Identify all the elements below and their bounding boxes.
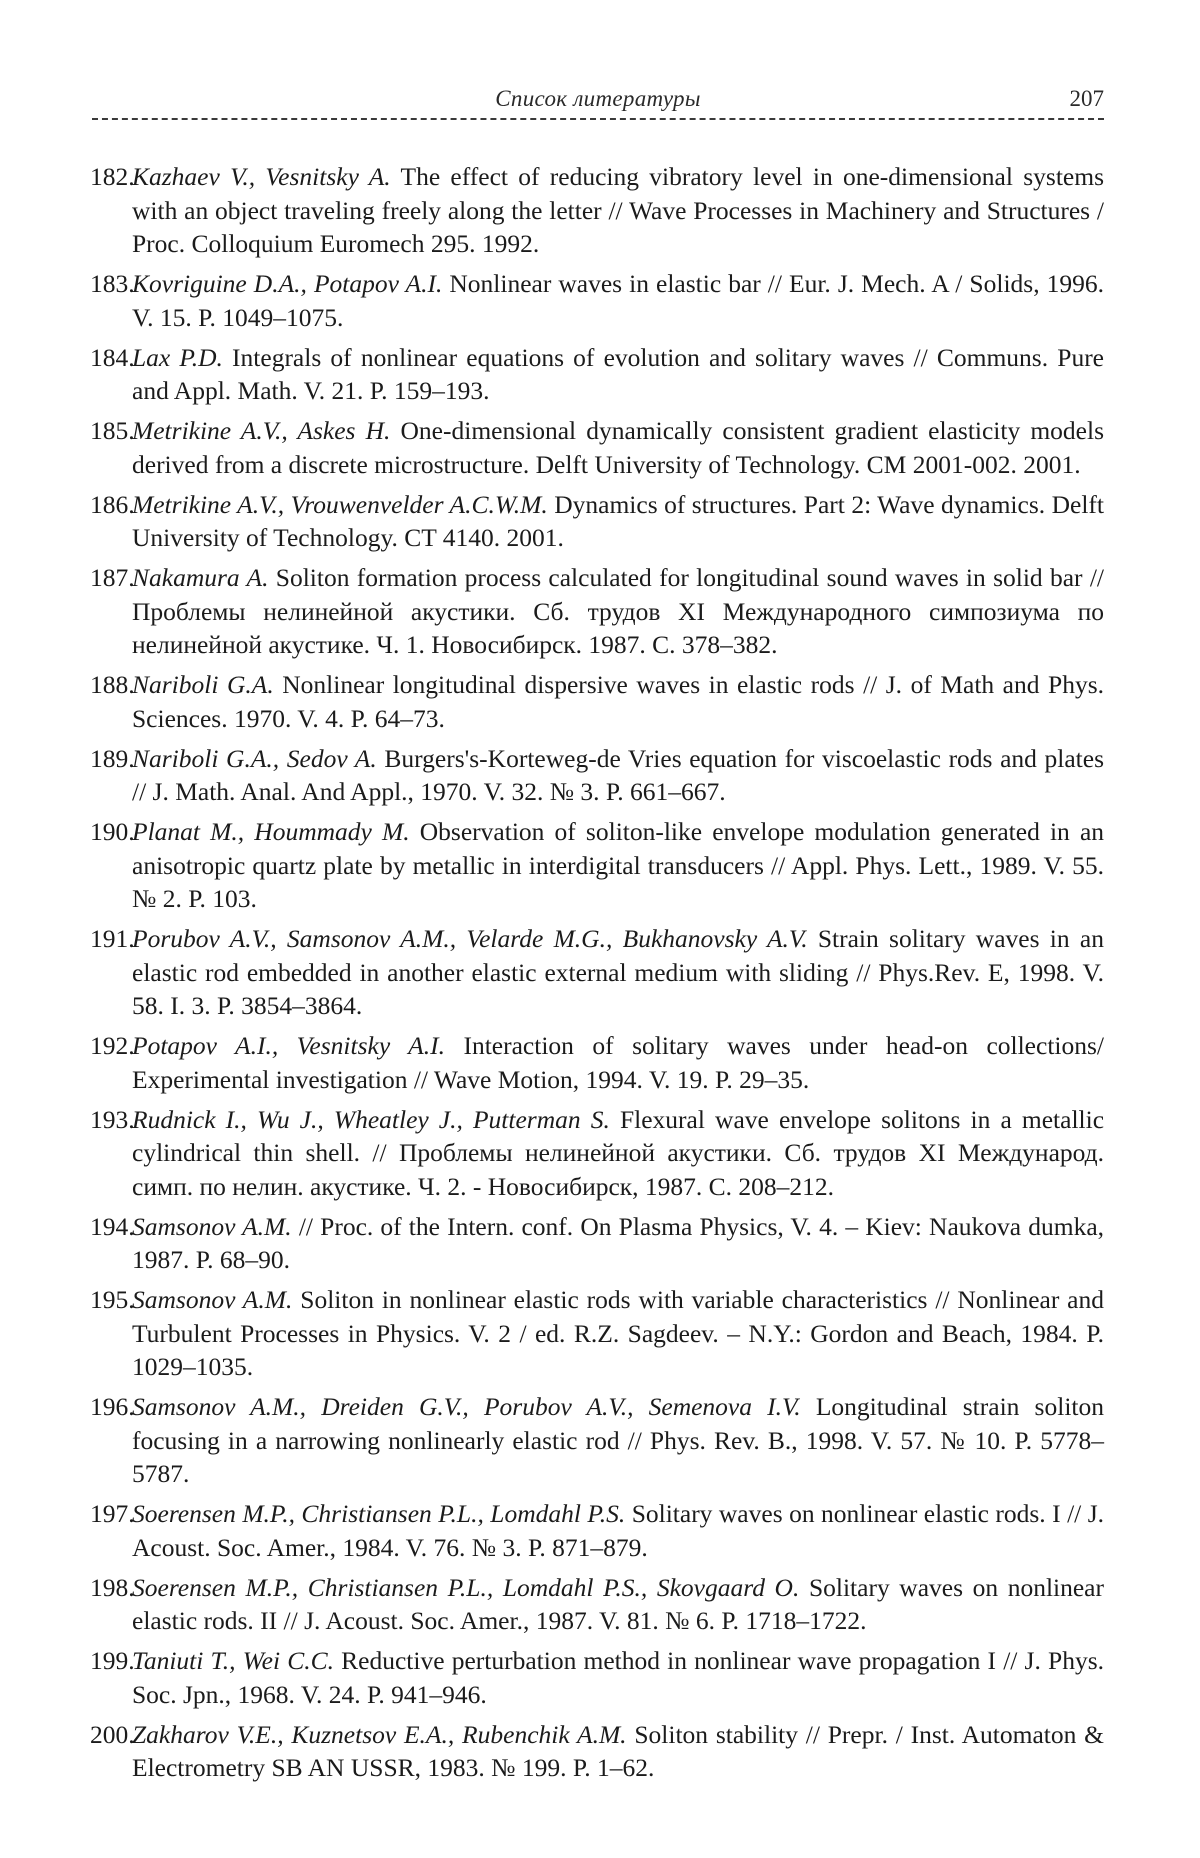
reference-authors: Nariboli G.A., Sedov A. [132, 743, 377, 773]
reference-item [90, 414, 1105, 481]
reference-item [90, 1571, 1104, 1638]
reference-number: 194. [90, 1211, 135, 1241]
reference-text: Strain solitary waves in an elastic rod embedded in another elastic external medium with sliding // Phys.Rev. E, 1998. V. 58. I. 3. P. 3854–3864. [132, 924, 1104, 1020]
reference-authors: Metrikine A.V., Askes H. [132, 416, 391, 445]
page-header [92, 86, 1104, 120]
reference-text: Nonlinear longitudinal dispersive waves in elastic rods // J. of Math and Phys. Sciences. 1970. V. 4. P. 64–73. [132, 670, 1105, 733]
reference-text: Soliton formation process calculated for longitudinal sound waves in solid bar // Проблемы нелинейной акустики. Сб. трудов XI Международного симпозиума по нелинейной акустике. Ч. 1. Новосибирск. 1987. С. 378–382. [132, 563, 1105, 659]
reference-number: 188. [90, 670, 135, 699]
reference-text: Soliton stability // Prepr. / Inst. Automaton & Electrometry SB AN USSR, 1983. № 199. P. 1–62. [132, 1719, 1104, 1782]
reference-item [90, 742, 1105, 809]
reference-authors: Kazhaev V., Vesnitsky A. [132, 162, 391, 191]
reference-item [90, 815, 1105, 916]
reference-authors: Potapov A.I., Vesnitsky A.I. [132, 1031, 445, 1060]
reference-authors: Samsonov A.M. [132, 1211, 292, 1241]
reference-authors: Soerensen M.P., Christiansen P.L., Lomdahl P.S., Skovgaard O. [132, 1572, 800, 1602]
reference-item [90, 1103, 1105, 1204]
reference-item [90, 160, 1104, 261]
reference-item [90, 341, 1105, 408]
reference-number: 186. [90, 489, 135, 519]
reference-item [90, 668, 1105, 735]
reference-item [90, 1718, 1104, 1785]
reference-text: Soliton in nonlinear elastic rods with variable characteristics // Nonlinear and Turbulent Processes in Physics. V. 2 / ed. R.Z. Sagdeev. – N.Y.: Gordon and Beach, 1984. P. 1029–1035. [132, 1285, 1105, 1381]
reference-authors: Zakharov V.E., Kuznetsov E.A., Rubenchik A.M. [132, 1719, 627, 1749]
reference-text: Flexural wave envelope solitons in a metallic cylindrical thin shell. // Проблемы нелинейной акустики. Сб. трудов XI Международ. симп. по нелин. акустике. Ч. 2. - Новосибирск, 1987. С. 208–212. [132, 1104, 1105, 1201]
reference-text: Solitary waves on nonlinear elastic rods. II // J. Acoust. Soc. Amer., 1987. V. 81. № 6. P. 1718–1722. [132, 1572, 1104, 1635]
reference-text: Observation of soliton-like envelope modulation generated in an anisotropic quartz plate by metallic in interdigital transducers // Appl. Phys. Lett., 1989. V. 55. № 2. P. 103. [132, 817, 1105, 913]
reference-number: 199. [90, 1646, 135, 1675]
reference-number: 190. [90, 817, 135, 846]
reference-authors: Kovriguine D.A., Potapov A.I. [132, 269, 443, 298]
reference-item [90, 1029, 1104, 1096]
reference-text: Nonlinear waves in elastic bar // Eur. J. Mech. A / Solids, 1996. V. 15. P. 1049–1075. [132, 269, 1104, 332]
reference-authors: Lax P.D. [132, 342, 223, 372]
reference-text: The effect of reducing vibratory level in one-dimensional systems with an object traveling freely along the letter // Wave Processes in Machinery and Structures / Proc. Colloquium Euromech 295. 1992. [132, 162, 1104, 258]
reference-number: 200. [90, 1719, 135, 1749]
reference-number: 185. [90, 416, 135, 445]
reference-item [90, 267, 1104, 334]
reference-number: 197. [90, 1499, 135, 1528]
reference-number: 183. [90, 269, 135, 298]
reference-item [90, 922, 1104, 1023]
reference-number: 196. [90, 1392, 135, 1421]
reference-number: 187. [90, 563, 135, 592]
reference-authors: Nariboli G.A. [132, 670, 274, 699]
reference-authors: Samsonov A.M. [132, 1285, 293, 1314]
reference-item [90, 1390, 1104, 1491]
reference-number: 182. [90, 162, 135, 191]
reference-authors: Taniuti T., Wei C.C. [132, 1646, 334, 1675]
reference-text: One-dimensional dynamically consistent gradient elasticity models derived from a discrete microstructure. Delft University of Technology. CM 2001-002. 2001. [132, 416, 1105, 479]
reference-list [90, 160, 1105, 1791]
reference-number: 184. [90, 342, 135, 372]
page-number: 207 [1069, 86, 1104, 111]
reference-authors: Rudnick I., Wu J., Wheatley J., Putterman S. [132, 1104, 610, 1134]
reference-authors: Nakamura A. [132, 563, 269, 592]
reference-number: 198. [90, 1572, 135, 1602]
reference-authors: Samsonov A.M., Dreiden G.V., Porubov A.V., Semenova I.V. [132, 1392, 801, 1421]
running-title: Список литературы [495, 86, 701, 111]
reference-text: Burgers's-Korteweg-de Vries equation for viscoelastic rods and plates // J. Math. Anal. And Appl., 1970. V. 32. № 3. P. 661–667. [132, 743, 1105, 806]
reference-authors: Planat M., Hoummady M. [132, 817, 410, 846]
reference-text: Interaction of solitary waves under head-on collections/ Experimental investigation // Wave Motion, 1994. V. 19. P. 29–35. [132, 1031, 1104, 1094]
reference-authors: Porubov A.V., Samsonov A.M., Velarde M.G., Bukhanovsky A.V. [132, 924, 808, 953]
reference-item [90, 1210, 1105, 1277]
reference-item [90, 561, 1105, 662]
reference-text: // Proc. of the Intern. conf. On Plasma Physics, V. 4. – Kiev: Naukova dumka, 1987. P. 68–90. [132, 1211, 1105, 1274]
reference-number: 193. [90, 1104, 135, 1134]
reference-text: Integrals of nonlinear equations of evolution and solitary waves // Communs. Pure and Appl. Math. V. 21. P. 159–193. [132, 342, 1105, 405]
reference-number: 189. [90, 743, 135, 773]
reference-number: 195. [90, 1285, 135, 1314]
reference-text: Dynamics of structures. Part 2: Wave dynamics. Delft University of Technology. CT 4140. 2001. [132, 489, 1104, 552]
reference-item [90, 1283, 1105, 1384]
reference-authors: Metrikine A.V., Vrouwenvelder A.C.W.M. [132, 489, 548, 519]
reference-text: Reductive perturbation method in nonlinear wave propagation I // J. Phys. Soc. Jpn., 1968. V. 24. P. 941–946. [132, 1646, 1104, 1709]
reference-text: Longitudinal strain soliton focusing in a narrowing nonlinearly elastic rod // Phys. Rev. B., 1998. V. 57. № 10. P. 5778–5787. [132, 1392, 1104, 1488]
reference-number: 191. [90, 924, 135, 953]
reference-authors: Soerensen M.P., Christiansen P.L., Lomdahl P.S. [132, 1499, 626, 1528]
reference-number: 192. [90, 1031, 135, 1060]
reference-text: Solitary waves on nonlinear elastic rods. I // J. Acoust. Soc. Amer., 1984. V. 76. № 3. P. 871–879. [132, 1499, 1104, 1562]
reference-item [90, 1497, 1104, 1564]
reference-item [90, 488, 1104, 555]
reference-item [90, 1644, 1104, 1711]
